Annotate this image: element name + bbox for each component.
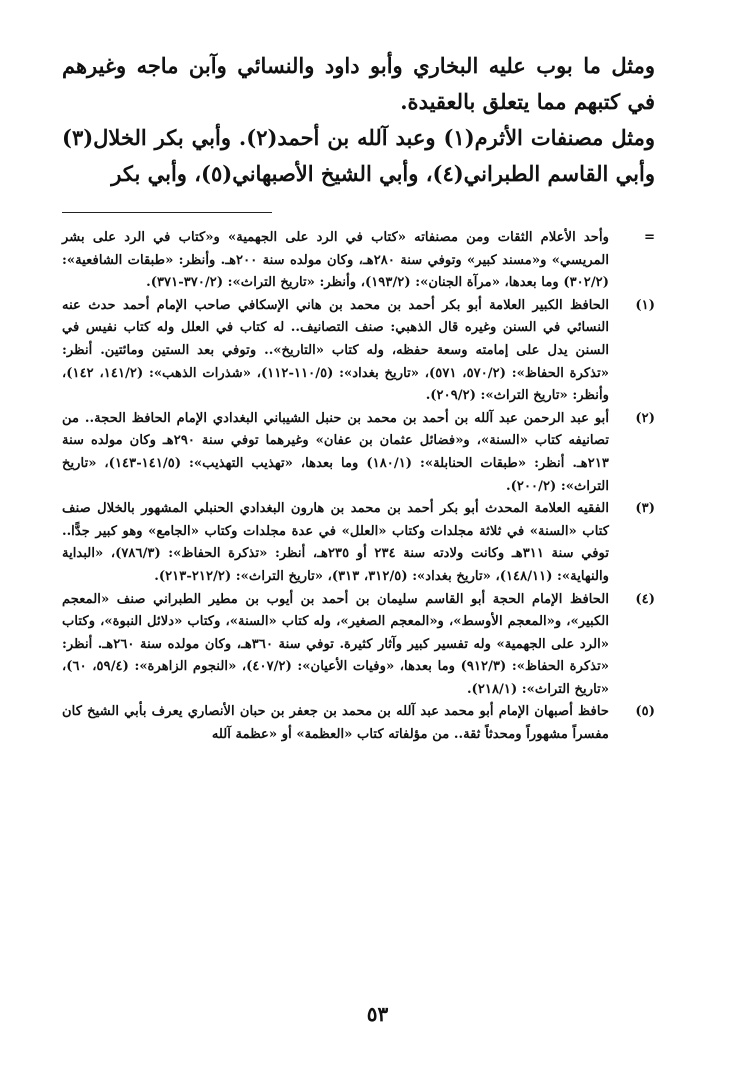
main-paragraph: ومثل مصنفات الأثرم(١) وعبد آلله بن أحمد(٢). وأبي بكر الخلال(٣) وأبي القاسم الطبراني(٤)، وأبي الشيخ الأصبهاني(٥)، وأبي بكر <box>62 125 655 186</box>
footnote-text: أبو عبد الرحمن عبد آلله بن أحمد بن محمد بن حنبل الشيباني البغدادي الإمام الحافظ الحجة.. من تصانيفه كتاب «السنة»، و«فضائل عثمان بن عفان» وغيرهما توفي سنة ٢٩٠هـ وكان مولده سنة ٢١٣هـ. أنظر: «طبقات الحنابلة»: (١٨٠/١) وما بعدها، «تهذيب التهذيب»: (١٤١/٥-١٤٣)، «تاريخ التراث»: (٢٠٠/٢). <box>62 410 610 494</box>
footnote-separator <box>62 212 272 213</box>
main-paragraph: ومثل ما بوب عليه البخاري وأبو داود والنسائي وآبن ماجه وغيرهم في كتبهم مما يتعلق بالعقيدة. <box>62 53 655 114</box>
page-number: ٥٣ <box>366 1002 389 1026</box>
footnote-text: الفقيه العلامة المحدث أبو بكر أحمد بن محمد بن هارون البغدادي الحنبلي المشهور بالخلال صنف كتاب «السنة» في ثلاثة مجلدات وكتاب «العلل» في عدة مجلدات وكتاب «الجامع» وهو كبير جدًّا.. توفي سنة ٣١١هـ وكانت ولادته سنة ٢٣٤ أو ٢٣٥هـ، أنظر: «تذكرة الحفاظ»: (٧٨٦/٣)، «البداية والنهاية»: (١٤٨/١١)، «تاريخ بغداد»: (٣١٢/٥، ٣١٣)، «تاريخ التراث»: (٢١٢/٢-٢١٣). <box>62 501 610 584</box>
footnotes <box>62 227 655 747</box>
footnote-text: وأحد الأعلام الثقات ومن مصنفاته «كتاب في الرد على الجهمية» و«كتاب في الرد على بشر المريسي» و«مسند كبير» وتوفي سنة ٢٨٠هـ، وكان مولده سنة ٢٠٠هـ. وأنظر: «طبقات الشافعية»: (٣٠٢/٢) وما بعدها، «مرآة الجنان»: (١٩٣/٢)، وأنظر: «تاريخ التراث»: (٣٧٠/٢-٣٧١). <box>62 230 609 291</box>
footnote <box>62 701 655 746</box>
footnote-text: حافظ أصبهان الإمام أبو محمد عبد آلله بن محمد بن جعفر بن حبان الأنصاري يعرف بأبي الشيخ كان مفسراً مشهوراً ومحدثاً ثقة.. من مؤلفاته كتاب «العظمة» أو «عظمة آلله <box>62 704 609 743</box>
footnote-marker: (٥) <box>635 704 655 720</box>
footnote <box>62 589 655 702</box>
footnote-marker: (١) <box>635 297 655 313</box>
main-text <box>62 48 655 192</box>
footnote-marker: (٢) <box>635 410 655 426</box>
footnote-separator-wrap <box>62 212 655 213</box>
footnote-marker: (٤) <box>635 591 655 607</box>
footnote <box>62 408 655 498</box>
footnote-text: الحافظ الكبير العلامة أبو بكر أحمد بن محمد بن هاني الإسكافي صاحب الإمام أحمد حدث عنه النسائي في السنن وغيره قال الذهبي: صنف التصانيف.. له كتاب في العلل وله كتاب نفيس في السنن يدل على إمامته وسعة حفظه، وله كتاب «التاريخ».. وتوفي بعد الستين ومائتين. أنظر: «تذكرة الحفاظ»: (٥٧٠/٢، ٥٧١)، «تاريخ بغداد»: (١١٠/٥-١١٢)، «شذرات الذهب»: (١٤١/٢، ١٤٢)، وأنظر: «تاريخ التراث»: (٢٠٩/٢). <box>62 297 609 404</box>
footnote <box>62 498 655 588</box>
footnote-marker: = <box>643 230 655 245</box>
footnote-marker: (٣) <box>635 501 655 517</box>
footnote <box>62 295 655 408</box>
footnote <box>62 227 655 295</box>
footnote-text: الحافظ الإمام الحجة أبو القاسم سليمان بن أحمد بن أيوب بن مطير الطبراني صنف «المعجم الكبير»، و«المعجم الأوسط»، و«المعجم الصغير»، وله كتاب «السنة»، وكتاب «دلائل النبوة»، وكتاب «الرد على الجهمية» وله تفسير كبير وآثار كثيرة. توفي سنة ٣٦٠هـ، وكان مولده سنة ٢٦٠هـ. أنظر: «تذكرة الحفاظ»: (٩١٢/٣) وما بعدها، «وفيات الأعيان»: (٤٠٧/٢)، «النجوم الزاهرة»: (٥٩/٤، ٦٠)، «تاريخ التراث»: (٢١٨/١). <box>62 591 609 697</box>
